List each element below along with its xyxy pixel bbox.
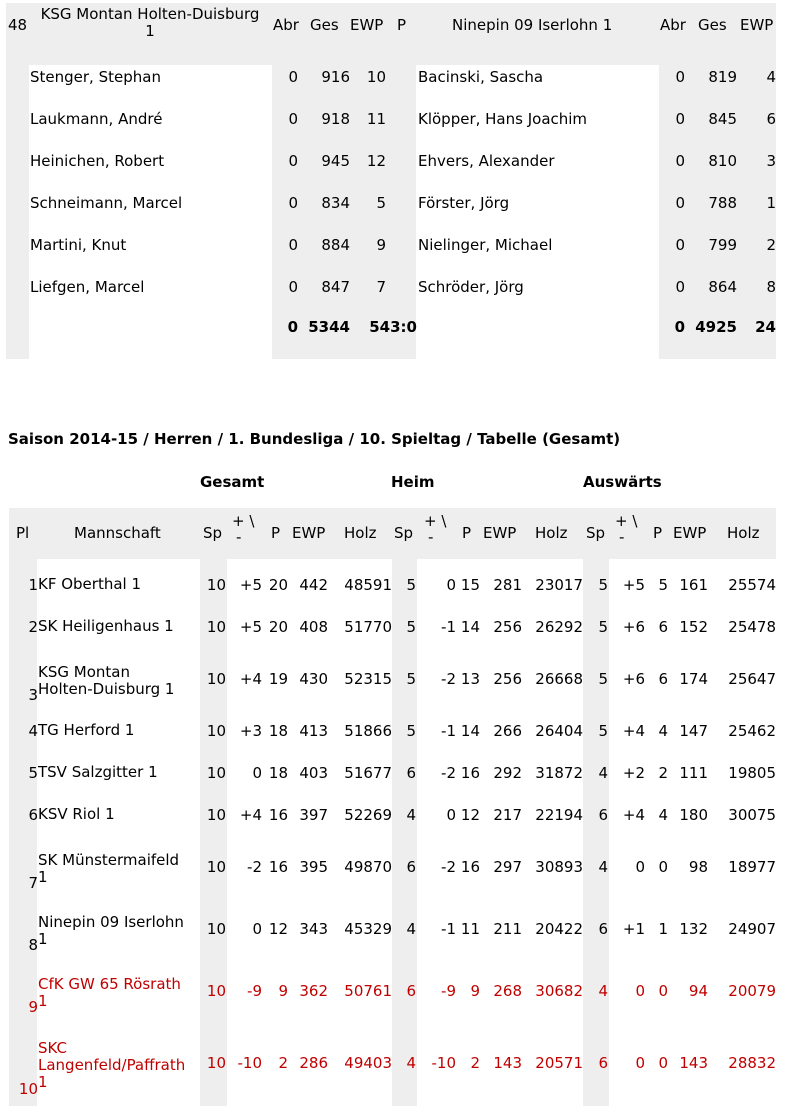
cell-a_holz: 30075 [728, 806, 776, 824]
cell-a_sp: 4 [598, 858, 608, 876]
cell-g_pm: +4 [239, 806, 262, 824]
match-cell-a_abr: 0 [675, 110, 685, 128]
cell-h_sp: 4 [406, 806, 416, 824]
cell-h_sp: 6 [406, 858, 416, 876]
cell-h_p: 2 [470, 1054, 480, 1072]
cell-a_ewp: 147 [679, 722, 708, 740]
cell-g_holz: 49403 [344, 1054, 392, 1072]
col-sp-gesamt: Sp [203, 524, 223, 542]
match-cell-h_abr: 0 [288, 152, 298, 170]
cell-a_sp: 4 [598, 982, 608, 1000]
cell-h_holz: 30682 [535, 982, 583, 1000]
cell-g_pm: +5 [239, 618, 262, 636]
cell-g_pm: 0 [252, 764, 262, 782]
stripe-aus-sp [583, 559, 609, 1106]
match-home-team[interactable] [30, 6, 270, 40]
cell-a_p: 1 [658, 920, 668, 938]
cell-a_ewp: 174 [679, 670, 708, 688]
col-ewp-gesamt: EWP [292, 524, 326, 542]
standings-title: Saison 2014-15 / Herren / 1. Bundesliga / 10. Spieltag / Tabelle (Gesamt) [8, 430, 621, 448]
cell-g_p: 19 [268, 670, 288, 688]
away-player-name[interactable]: Nielinger, Michael [418, 236, 553, 254]
cell-a_ewp: 98 [688, 858, 708, 876]
cell-g_ewp: 343 [299, 920, 328, 938]
cell-h_pm: -2 [441, 670, 456, 688]
cell-g_holz: 52315 [344, 670, 392, 688]
cell-a_sp: 5 [598, 722, 608, 740]
team-name-line: Langenfeld/Paffrath [38, 1056, 186, 1074]
col-plusminus-top-gesamt: + \ [232, 512, 255, 530]
match-away-team[interactable]: Ninepin 09 Iserlohn 1 [452, 16, 613, 34]
cell-a_pm: +5 [622, 576, 645, 594]
cell-g_ewp: 413 [299, 722, 328, 740]
cell-h_pm: -2 [441, 858, 456, 876]
rank: 8 [28, 936, 38, 954]
cell-g_sp: 10 [206, 858, 226, 876]
team-name-line: TSV Salzgitter 1 [38, 763, 158, 781]
cell-h_sp: 5 [406, 670, 416, 688]
cell-h_pm: -9 [441, 982, 456, 1000]
cell-g_ewp: 442 [299, 576, 328, 594]
cell-h_p: 11 [460, 920, 480, 938]
cell-h_ewp: 266 [493, 722, 522, 740]
team-name-link[interactable] [38, 806, 115, 823]
home-player-name[interactable]: Heinichen, Robert [30, 152, 165, 170]
home-player-name[interactable]: Schneimann, Marcel [30, 194, 183, 212]
match-cell-h_abr: 0 [288, 194, 298, 212]
cell-h_ewp: 292 [493, 764, 522, 782]
cell-h_holz: 22194 [535, 806, 583, 824]
match-cell-h_ges: 884 [321, 236, 350, 254]
cell-a_p: 2 [658, 764, 668, 782]
match-cell-a_ges: 810 [708, 152, 737, 170]
cell-h_p: 16 [460, 858, 480, 876]
standings-left-stripe [9, 559, 37, 1106]
cell-h_ewp: 211 [493, 920, 522, 938]
match-cell-h_abr: 0 [288, 68, 298, 86]
home-player-name[interactable]: Liefgen, Marcel [30, 278, 145, 296]
match-cell-h_ges: 945 [321, 152, 350, 170]
col-ewp-heim: EWP [483, 524, 517, 542]
col-p-home: P [397, 16, 407, 34]
home-player-name[interactable]: Laukmann, André [30, 110, 163, 128]
cell-h_holz: 26404 [535, 722, 583, 740]
cell-g_pm: +5 [239, 576, 262, 594]
match-cell-a_abr: 0 [675, 278, 685, 296]
away-player-name[interactable]: Klöpper, Hans Joachim [418, 110, 588, 128]
cell-g_ewp: 397 [299, 806, 328, 824]
match-cell-a_ges: 864 [708, 278, 737, 296]
cell-a_holz: 24907 [728, 920, 776, 938]
col-ges-away: Ges [698, 16, 727, 34]
match-cell-h_ges: 916 [321, 68, 350, 86]
cell-g_p: 2 [278, 1054, 288, 1072]
cell-g_p: 18 [268, 764, 288, 782]
cell-h_p: 14 [460, 722, 480, 740]
cell-g_pm: +3 [239, 722, 262, 740]
cell-a_pm: +1 [622, 920, 645, 938]
team-name-line: KSV Riol 1 [38, 805, 115, 823]
away-player-name[interactable]: Schröder, Jörg [418, 278, 524, 296]
cell-g_ewp: 408 [299, 618, 328, 636]
team-name-link[interactable] [38, 1040, 185, 1091]
home-player-name[interactable]: Stenger, Stephan [30, 68, 161, 86]
match-cell-a_ewp: 1 [766, 194, 776, 212]
col-pl: Pl [16, 524, 30, 542]
cell-a_p: 0 [658, 1054, 668, 1072]
cell-h_pm: -1 [441, 618, 456, 636]
cell-h_p: 16 [460, 764, 480, 782]
team-name-link[interactable] [38, 664, 174, 698]
cell-g_holz: 45329 [344, 920, 392, 938]
cell-a_ewp: 143 [679, 1054, 708, 1072]
cell-g_holz: 50761 [344, 982, 392, 1000]
match-cell-a_ges: 799 [708, 236, 737, 254]
col-holz-aus: Holz [727, 524, 760, 542]
team-name-link[interactable] [38, 576, 141, 593]
rank: 10 [18, 1080, 38, 1098]
team-name-link[interactable] [38, 618, 174, 635]
cell-h_pm: 0 [446, 576, 456, 594]
cell-h_sp: 5 [406, 576, 416, 594]
col-sp-heim: Sp [394, 524, 414, 542]
match-cell-h_abr: 0 [288, 236, 298, 254]
cell-g_sp: 10 [206, 920, 226, 938]
total-home-ges: 5344 [308, 318, 350, 336]
cell-a_pm: +6 [622, 670, 645, 688]
cell-g_p: 18 [268, 722, 288, 740]
rank: 6 [28, 806, 38, 824]
col-plusminus-bottom-gesamt: - [236, 528, 242, 546]
stripe-gesamt-sp [200, 559, 227, 1106]
match-cell-h_ges: 847 [321, 278, 350, 296]
match-cell-a_abr: 0 [675, 194, 685, 212]
match-cell-a_ges: 845 [708, 110, 737, 128]
col-abr-home: Abr [273, 16, 299, 34]
team-name-line: SK Münstermaifeld [38, 851, 180, 869]
group-auswaerts: Auswärts [583, 473, 662, 491]
cell-g_ewp: 395 [299, 858, 328, 876]
cell-a_p: 6 [658, 670, 668, 688]
away-player-name[interactable]: Bacinski, Sascha [418, 68, 544, 86]
match-cell-h_ewp: 9 [376, 236, 386, 254]
cell-a_pm: +2 [622, 764, 645, 782]
cell-h_sp: 5 [406, 722, 416, 740]
rank: 4 [28, 722, 38, 740]
cell-g_p: 20 [268, 576, 288, 594]
cell-g_ewp: 286 [299, 1054, 328, 1072]
stripe-heim-sp [392, 559, 417, 1106]
team-name-line: TG Herford 1 [38, 721, 135, 739]
col-ewp-aus: EWP [673, 524, 707, 542]
cell-a_p: 6 [658, 618, 668, 636]
cell-h_holz: 20422 [535, 920, 583, 938]
home-player-name[interactable]: Martini, Knut [30, 236, 127, 254]
match-cell-a_ewp: 6 [766, 110, 776, 128]
cell-h_p: 15 [460, 576, 480, 594]
cell-a_sp: 6 [598, 806, 608, 824]
cell-a_sp: 4 [598, 764, 608, 782]
cell-a_ewp: 161 [679, 576, 708, 594]
total-away-abr: 0 [674, 318, 685, 336]
cell-g_holz: 49870 [344, 858, 392, 876]
col-ewp-home: EWP [350, 16, 384, 34]
cell-a_p: 4 [658, 806, 668, 824]
cell-a_ewp: 152 [679, 618, 708, 636]
team-name-line: 1 [38, 930, 48, 948]
match-home-team-line1: KSG Montan Holten-Duisburg [40, 5, 260, 23]
cell-g_sp: 10 [206, 722, 226, 740]
team-name-line: 1 [38, 992, 48, 1010]
cell-h_sp: 4 [406, 920, 416, 938]
cell-h_ewp: 217 [493, 806, 522, 824]
cell-a_p: 4 [658, 722, 668, 740]
match-number: 48 [8, 16, 28, 34]
cell-h_p: 13 [460, 670, 480, 688]
total-away-ewp: 24 [755, 318, 776, 336]
team-name-line: SKC [38, 1039, 68, 1057]
team-name-link[interactable] [38, 722, 134, 739]
match-cell-a_ewp: 3 [766, 152, 776, 170]
match-left-stripe [6, 65, 29, 359]
match-cell-h_ges: 834 [321, 194, 350, 212]
cell-g_holz: 51677 [344, 764, 392, 782]
team-name-line: KF Oberthal 1 [38, 575, 142, 593]
cell-g_holz: 52269 [344, 806, 392, 824]
match-home-team-line2: 1 [145, 22, 155, 40]
match-cell-h_ewp: 11 [366, 110, 386, 128]
team-name-line: Ninepin 09 Iserlohn [38, 913, 184, 931]
cell-a_holz: 25462 [728, 722, 776, 740]
cell-h_holz: 26292 [535, 618, 583, 636]
cell-g_pm: 0 [252, 920, 262, 938]
col-plusminus-bottom-heim: - [428, 528, 434, 546]
cell-g_holz: 51770 [344, 618, 392, 636]
cell-g_p: 9 [278, 982, 288, 1000]
cell-h_holz: 26668 [535, 670, 583, 688]
cell-g_ewp: 403 [299, 764, 328, 782]
col-p-aus: P [653, 524, 663, 542]
cell-a_sp: 6 [598, 1054, 608, 1072]
match-cell-h_ges: 918 [321, 110, 350, 128]
cell-h_pm: 0 [446, 806, 456, 824]
cell-a_sp: 5 [598, 618, 608, 636]
col-plusminus-top-aus: + \ [615, 512, 638, 530]
cell-g_sp: 10 [206, 806, 226, 824]
cell-g_pm: -10 [237, 1054, 262, 1072]
cell-h_p: 9 [470, 982, 480, 1000]
cell-h_holz: 31872 [535, 764, 583, 782]
rank: 1 [28, 576, 38, 594]
col-holz-heim: Holz [535, 524, 568, 542]
match-cell-a_ges: 788 [708, 194, 737, 212]
col-holz-gesamt: Holz [344, 524, 377, 542]
match-cell-h_abr: 0 [288, 110, 298, 128]
cell-g_p: 16 [268, 806, 288, 824]
cell-g_sp: 10 [206, 982, 226, 1000]
cell-h_ewp: 297 [493, 858, 522, 876]
match-cell-a_abr: 0 [675, 236, 685, 254]
rank: 9 [28, 998, 38, 1016]
cell-a_pm: 0 [635, 982, 645, 1000]
cell-a_holz: 19805 [728, 764, 776, 782]
col-mannschaft: Mannschaft [74, 524, 161, 542]
cell-a_ewp: 111 [679, 764, 708, 782]
rank: 7 [28, 874, 38, 892]
cell-a_ewp: 180 [679, 806, 708, 824]
match-cell-a_ewp: 2 [766, 236, 776, 254]
match-cell-a_ewp: 8 [766, 278, 776, 296]
team-name-line: SK Heiligenhaus 1 [38, 617, 174, 635]
cell-a_sp: 5 [598, 670, 608, 688]
cell-h_ewp: 268 [493, 982, 522, 1000]
rank: 3 [28, 686, 38, 704]
cell-g_sp: 10 [206, 618, 226, 636]
team-name-line: 1 [38, 868, 48, 886]
cell-h_pm: -1 [441, 920, 456, 938]
match-cell-a_abr: 0 [675, 152, 685, 170]
group-gesamt: Gesamt [200, 473, 265, 491]
total-home-abr: 0 [287, 318, 298, 336]
cell-h_ewp: 256 [493, 670, 522, 688]
match-cell-h_ewp: 5 [376, 194, 386, 212]
cell-h_sp: 4 [406, 1054, 416, 1072]
cell-h_pm: -10 [431, 1054, 456, 1072]
col-p-heim: P [462, 524, 472, 542]
cell-a_p: 0 [658, 858, 668, 876]
cell-h_sp: 6 [406, 982, 416, 1000]
cell-a_p: 0 [658, 982, 668, 1000]
cell-a_holz: 25647 [728, 670, 776, 688]
cell-g_p: 16 [268, 858, 288, 876]
cell-h_p: 14 [460, 618, 480, 636]
col-plusminus-top-heim: + \ [424, 512, 447, 530]
cell-a_ewp: 132 [679, 920, 708, 938]
cell-g_sp: 10 [206, 764, 226, 782]
team-name-link[interactable] [38, 976, 181, 1010]
cell-g_p: 12 [268, 920, 288, 938]
cell-a_pm: +6 [622, 618, 645, 636]
cell-g_holz: 51866 [344, 722, 392, 740]
rank: 2 [28, 618, 38, 636]
cell-g_p: 20 [268, 618, 288, 636]
cell-a_pm: 0 [635, 1054, 645, 1072]
match-cell-a_ges: 819 [708, 68, 737, 86]
cell-g_ewp: 430 [299, 670, 328, 688]
team-name-link[interactable] [38, 914, 184, 948]
cell-a_holz: 25478 [728, 618, 776, 636]
col-abr-away: Abr [660, 16, 686, 34]
away-player-name[interactable]: Förster, Jörg [418, 194, 510, 212]
cell-h_ewp: 143 [493, 1054, 522, 1072]
cell-h_sp: 6 [406, 764, 416, 782]
cell-h_holz: 20571 [535, 1054, 583, 1072]
cell-h_sp: 5 [406, 618, 416, 636]
cell-a_holz: 25574 [728, 576, 776, 594]
cell-g_sp: 10 [206, 670, 226, 688]
cell-g_sp: 10 [206, 1054, 226, 1072]
group-heim: Heim [391, 473, 435, 491]
match-cell-a_abr: 0 [675, 68, 685, 86]
col-ges-home: Ges [310, 16, 339, 34]
cell-h_holz: 23017 [535, 576, 583, 594]
rank: 5 [28, 764, 38, 782]
total-away-ges: 4925 [695, 318, 737, 336]
cell-g_pm: +4 [239, 670, 262, 688]
cell-g_holz: 48591 [344, 576, 392, 594]
col-plusminus-bottom-aus: - [619, 528, 625, 546]
cell-a_ewp: 94 [688, 982, 708, 1000]
cell-h_ewp: 256 [493, 618, 522, 636]
match-cell-h_abr: 0 [288, 278, 298, 296]
cell-h_p: 12 [460, 806, 480, 824]
match-cell-a_ewp: 4 [766, 68, 776, 86]
cell-g_ewp: 362 [299, 982, 328, 1000]
total-home-ewp-p: 543:0 [369, 318, 417, 336]
match-cell-h_ewp: 7 [376, 278, 386, 296]
cell-g_pm: -9 [247, 982, 262, 1000]
away-player-name[interactable]: Ehvers, Alexander [418, 152, 555, 170]
cell-a_sp: 5 [598, 576, 608, 594]
team-name-link[interactable] [38, 764, 158, 781]
cell-h_pm: -1 [441, 722, 456, 740]
team-name-line: CfK GW 65 Rösrath [38, 975, 181, 993]
cell-a_holz: 28832 [728, 1054, 776, 1072]
cell-a_pm: +4 [622, 806, 645, 824]
team-name-line: Holten-Duisburg 1 [38, 680, 175, 698]
cell-a_holz: 20079 [728, 982, 776, 1000]
team-name-link[interactable] [38, 852, 179, 886]
cell-a_p: 5 [658, 576, 668, 594]
col-p-gesamt: P [271, 524, 281, 542]
match-cell-h_ewp: 12 [366, 152, 386, 170]
cell-a_sp: 6 [598, 920, 608, 938]
cell-a_pm: 0 [635, 858, 645, 876]
cell-h_pm: -2 [441, 764, 456, 782]
cell-a_pm: +4 [622, 722, 645, 740]
cell-h_ewp: 281 [493, 576, 522, 594]
col-ewp-away: EWP [740, 16, 774, 34]
match-cell-h_ewp: 10 [366, 68, 386, 86]
cell-a_holz: 18977 [728, 858, 776, 876]
team-name-line: 1 [38, 1073, 48, 1091]
cell-g_sp: 10 [206, 576, 226, 594]
col-sp-aus: Sp [586, 524, 606, 542]
cell-h_holz: 30893 [535, 858, 583, 876]
cell-g_pm: -2 [247, 858, 262, 876]
team-name-line: KSG Montan [38, 663, 130, 681]
